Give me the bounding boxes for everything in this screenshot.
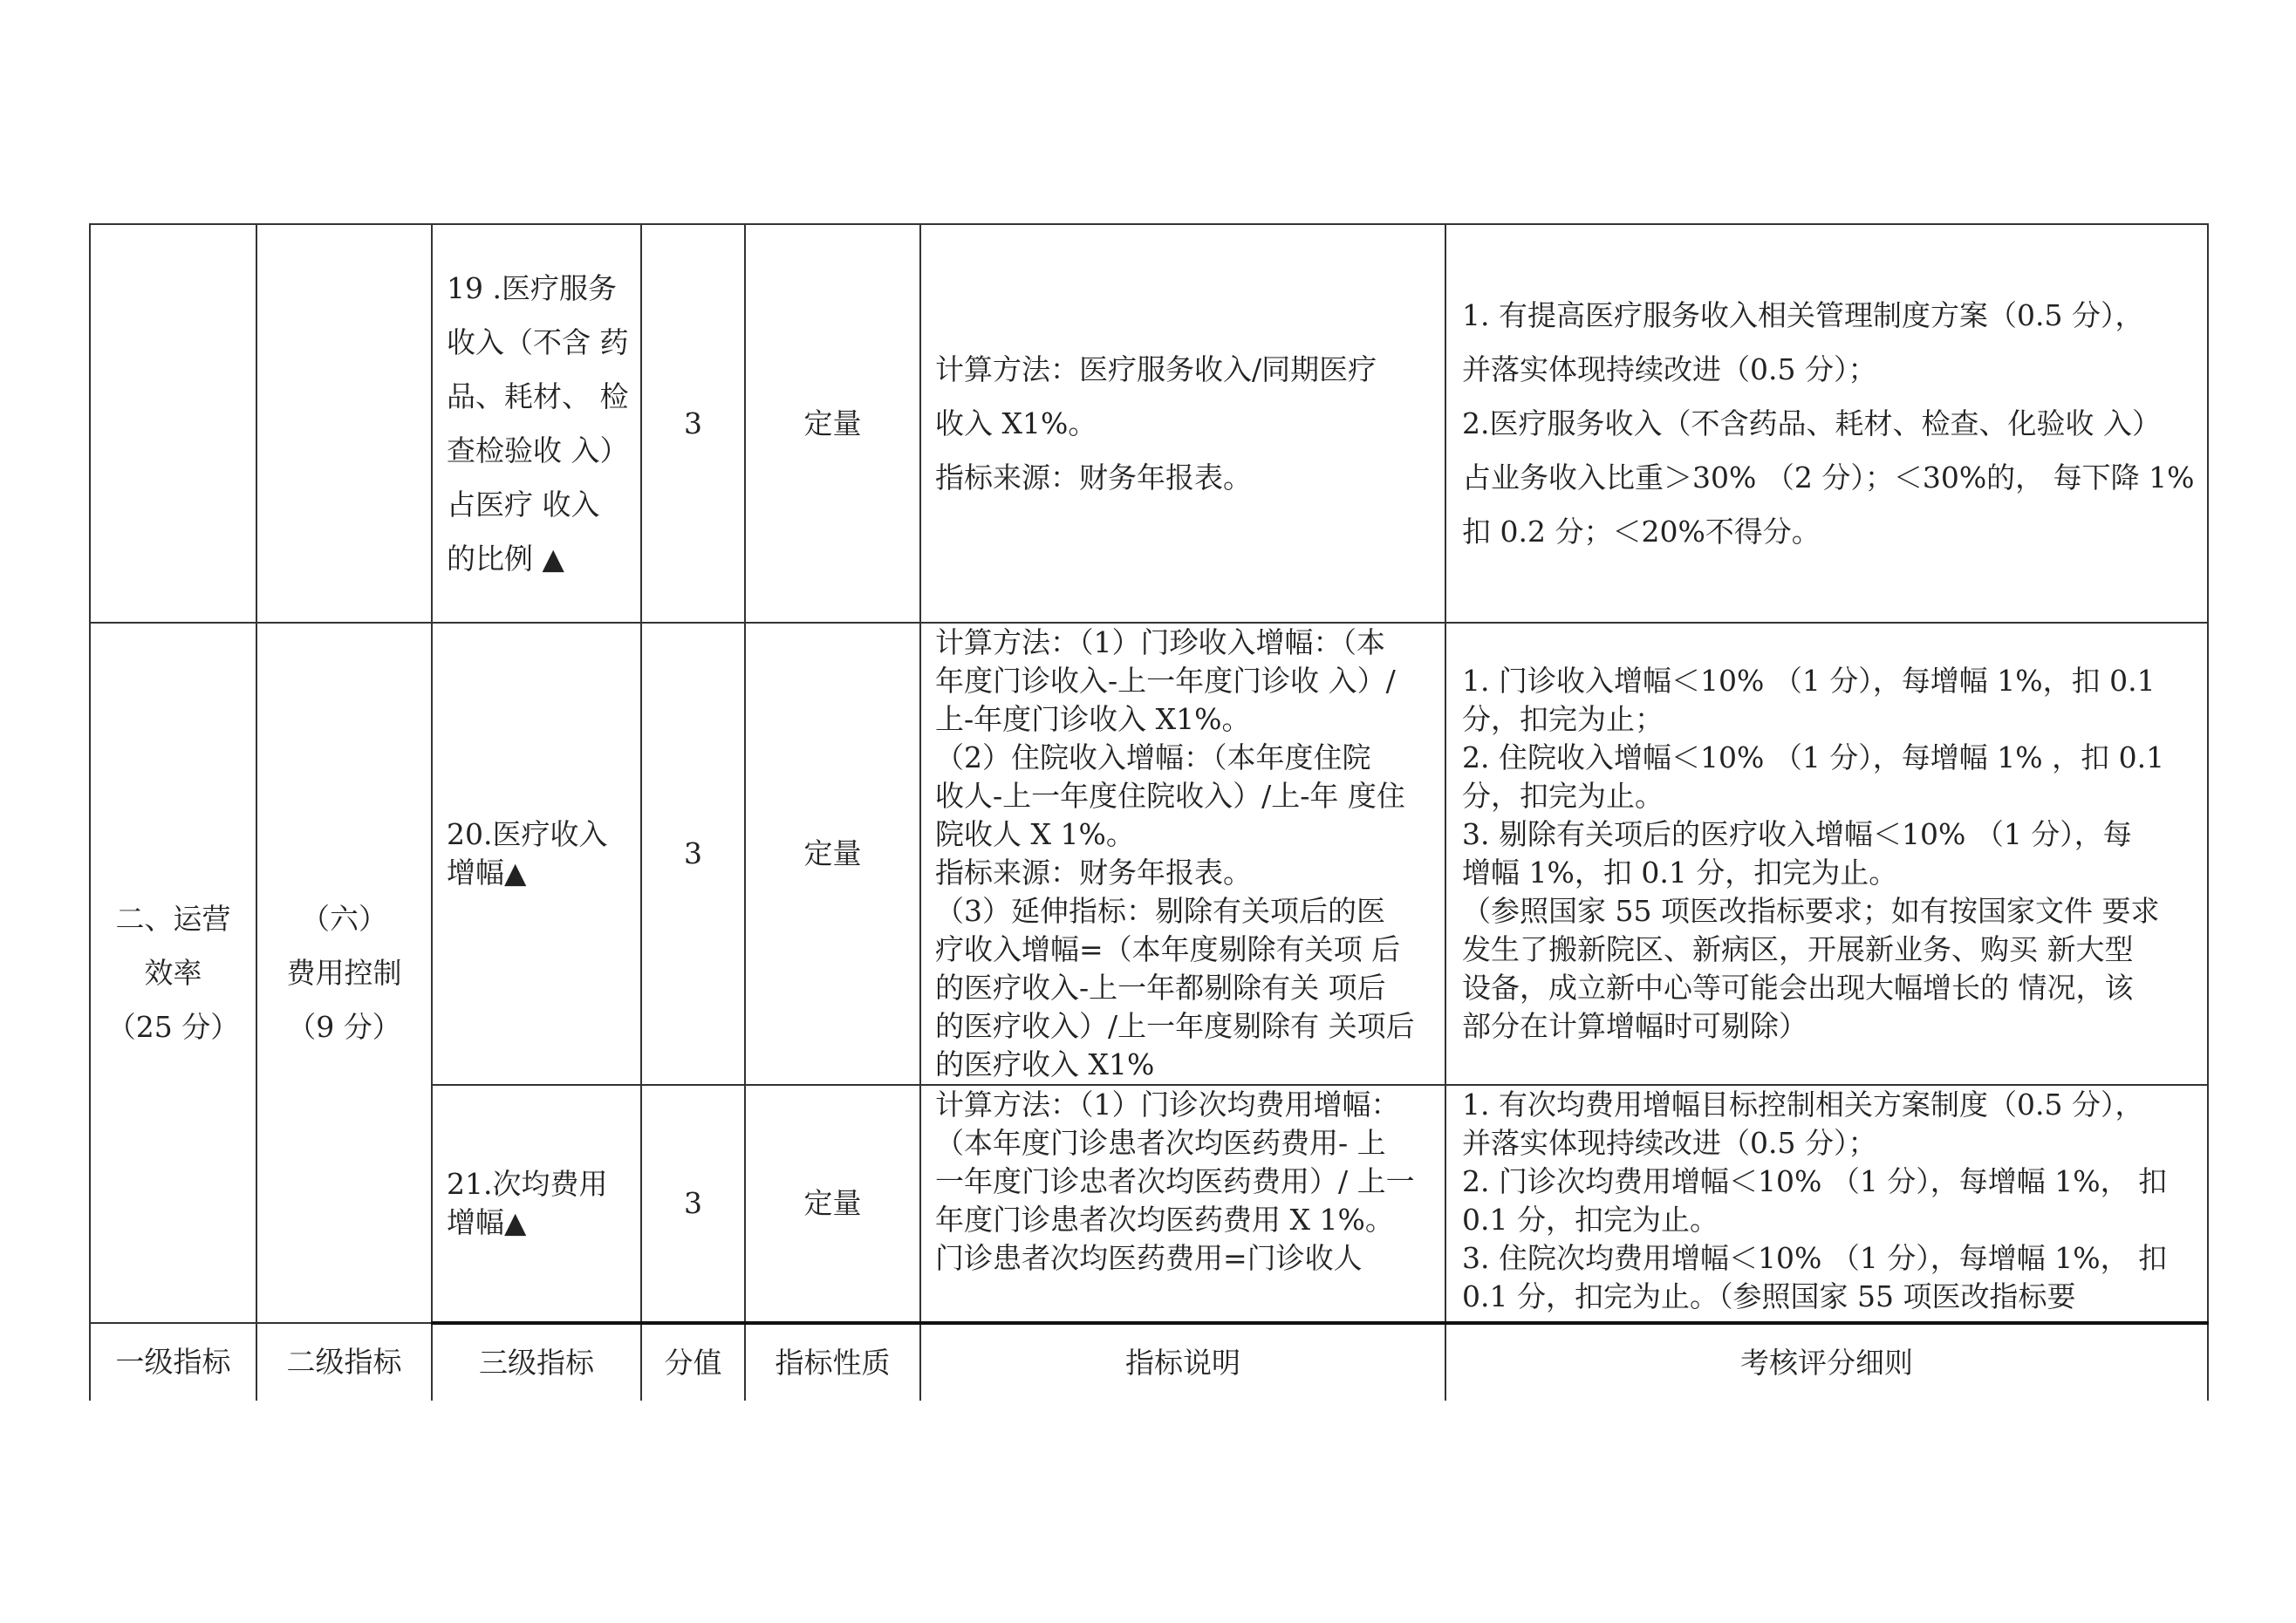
nature-cell: 定量 xyxy=(745,224,920,623)
table-row xyxy=(90,623,2208,1085)
header-nature: 指标性质 xyxy=(745,1323,920,1401)
indicator-line: 品、耗材、 检 xyxy=(447,378,629,413)
description-line: 院收人 X 1%。 xyxy=(935,817,1135,851)
score-cell: 3 xyxy=(641,623,745,1085)
description-line: （3）延伸指标：剔除有关项后的医 xyxy=(935,894,1385,928)
indicator-cell xyxy=(432,623,641,1085)
indicator-line: 19 .医疗服务 xyxy=(447,270,617,305)
rules-line: 0.1 分，扣完为止。（参照国家 55 项医改指标要 xyxy=(1462,1279,2076,1313)
rules-line: 扣 0.2 分；＜20%不得分。 xyxy=(1462,514,1821,549)
nature-cell: 定量 xyxy=(745,623,920,1085)
description-line: 上-年度门诊收入 X1%。 xyxy=(935,702,1251,736)
indicator-line: 查检验收 入） xyxy=(447,433,629,467)
score-cell: 3 xyxy=(641,224,745,623)
rules-line: 占业务收入比重＞30% （2 分）；＜30%的， 每下降 1% xyxy=(1462,460,2195,494)
header-rules: 考核评分细则 xyxy=(1445,1323,2208,1401)
rules-line: 2. 门诊次均费用增幅＜10% （1 分），每增幅 1%， 扣 xyxy=(1462,1164,2168,1198)
rules-line: 并落实体现持续改进（0.5 分）； xyxy=(1462,351,1877,386)
rules-line: 1. 有提高医疗服务收入相关管理制度方案（0.5 分）， xyxy=(1462,297,2144,332)
rules-line: 分，扣完为止； xyxy=(1462,702,1664,736)
rules-line: 分，扣完为止。 xyxy=(1462,779,1664,813)
header-level3: 三级指标 xyxy=(432,1323,641,1401)
rules-line: 设备，成立新中心等可能会出现大幅增长的 情况，该 xyxy=(1462,971,2134,1005)
indicator-line: 增幅▲ xyxy=(447,856,527,890)
description-line: 的医疗收入-上一年都剔除有关 项后 xyxy=(935,971,1386,1005)
level1-line: 二、运营 xyxy=(115,901,231,936)
description-line: 的医疗收入）/上一年度剔除有 关项后 xyxy=(935,1009,1415,1043)
rules-line: （参照国家 55 项医改指标要求；如有按国家文件 要求 xyxy=(1462,894,2160,928)
rules-cell xyxy=(1445,623,2208,1085)
rules-cell xyxy=(1445,1085,2208,1323)
rules-line: 部分在计算增幅时可剔除） xyxy=(1462,1009,1807,1043)
header-level2: 二级指标 xyxy=(256,1323,432,1401)
description-line: 指标来源：财务年报表。 xyxy=(935,460,1252,494)
description-line: 一年度门诊忠者次均医药费用）/ 上一 xyxy=(935,1164,1415,1198)
level2-line: （六） xyxy=(301,901,387,936)
description-cell xyxy=(920,1085,1445,1323)
rules-line: 3. 剔除有关项后的医疗收入增幅＜10% （1 分），每 xyxy=(1462,817,2132,851)
indicator-line: 20.医疗收入 xyxy=(447,817,608,851)
level2-cell-empty xyxy=(256,224,432,623)
description-line: （2）住院收入增幅：（本年度住院 xyxy=(935,740,1371,774)
level1-line: （25 分） xyxy=(106,1009,240,1044)
rules-line: 并落实体现持续改进（0.5 分）； xyxy=(1462,1126,1877,1160)
description-line: 的医疗收入 X1% xyxy=(935,1047,1155,1081)
header-level1: 一级指标 xyxy=(90,1323,256,1401)
rules-line: 0.1 分，扣完为止。 xyxy=(1462,1203,1719,1237)
level1-line: 效率 xyxy=(144,955,202,990)
rules-line: 2. 住院收入增幅＜10% （1 分），每增幅 1% ，扣 0.1 xyxy=(1462,740,2165,774)
rules-line: 增幅 1%，扣 0.1 分，扣完为止。 xyxy=(1462,856,1898,890)
description-line: 年度门诊患者次均医药费用 X 1%。 xyxy=(935,1203,1394,1237)
table-header-row xyxy=(90,1323,2208,1401)
indicator-line: 的比例 ▲ xyxy=(447,541,564,576)
description-line: 计算方法：医疗服务收入/同期医疗 xyxy=(935,351,1377,386)
score-cell: 3 xyxy=(641,1085,745,1323)
description-line: 年度门诊收入-上一年度门诊收 入）/ xyxy=(935,664,1396,698)
indicator-line: 占医疗 收入 xyxy=(447,487,600,522)
description-line: 疗收入增幅=（本年度剔除有关项 后 xyxy=(935,932,1401,966)
description-line: 指标来源：财务年报表。 xyxy=(935,856,1252,890)
level2-line: （9 分） xyxy=(287,1009,401,1044)
level1-cell-empty xyxy=(90,224,256,623)
description-line: 门诊患者次均医药费用=门诊收人 xyxy=(935,1241,1363,1275)
description-cell xyxy=(920,224,1445,623)
indicator-line: 增幅▲ xyxy=(447,1205,527,1239)
description-line: （本年度门诊患者次均医药费用- 上 xyxy=(935,1126,1386,1160)
indicator-cell xyxy=(432,1085,641,1323)
table-row xyxy=(90,224,2208,623)
rules-line: 2.医疗服务收入（不含药品、耗材、检查、化验收 入） xyxy=(1462,406,2161,440)
description-line: 收人-上一年度住院收入）/上-年 度住 xyxy=(935,779,1405,813)
description-cell xyxy=(920,623,1445,1085)
rules-line: 1. 门诊收入增幅＜10% （1 分），每增幅 1%，扣 0.1 xyxy=(1462,664,2156,698)
header-description: 指标说明 xyxy=(920,1323,1445,1401)
nature-cell: 定量 xyxy=(745,1085,920,1323)
header-score: 分值 xyxy=(641,1323,745,1401)
description-line: 收入 X1%。 xyxy=(935,406,1097,440)
indicator-cell xyxy=(432,224,641,623)
indicator-line: 21.次均费用 xyxy=(447,1167,608,1201)
rules-cell xyxy=(1445,224,2208,623)
level2-cell xyxy=(256,623,432,1323)
level1-cell xyxy=(90,623,256,1323)
rules-line: 发生了搬新院区、新病区，开展新业务、购买 新大型 xyxy=(1462,932,2134,966)
rules-line: 1. 有次均费用增幅目标控制相关方案制度（0.5 分）， xyxy=(1462,1088,2144,1122)
rules-line: 3. 住院次均费用增幅＜10% （1 分），每增幅 1%， 扣 xyxy=(1462,1241,2168,1275)
evaluation-table xyxy=(89,223,2209,1401)
level2-line: 费用控制 xyxy=(286,955,402,990)
description-line: 计算方法：（1）门诊次均费用增幅： xyxy=(935,1088,1400,1122)
description-line: 计算方法：（1）门珍收入增幅：（本 xyxy=(935,625,1385,659)
indicator-line: 收入（不含 药 xyxy=(447,324,629,359)
evaluation-table-page xyxy=(89,223,2207,1397)
